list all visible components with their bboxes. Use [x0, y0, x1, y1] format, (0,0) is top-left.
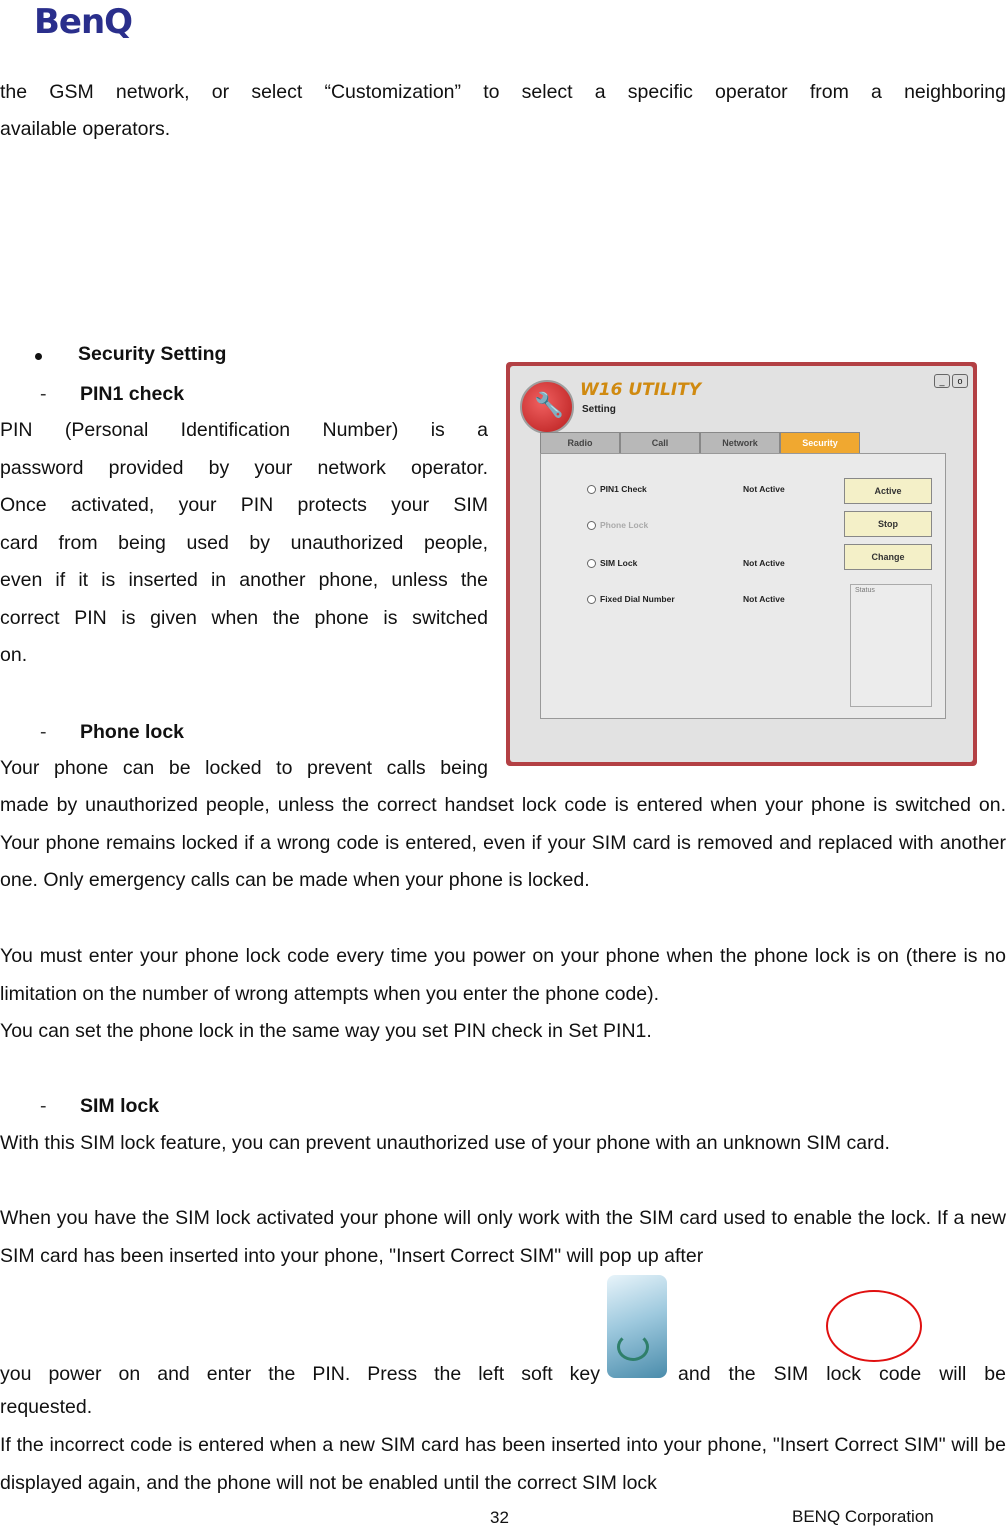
radio-icon[interactable]	[587, 595, 596, 604]
sim-lock-p4: If the incorrect code is entered when a new SIM card has been inserted into your phone, "Insert Correct SIM" will be displayed again, and the phone will not be enabled until the correct SIM lock	[0, 1434, 1006, 1494]
phone-lock-p2: You must enter your phone lock code every time you power on your phone when the phone lock is on (there is no limitation on the number of wrong attempts when you enter the phone code).	[0, 945, 1006, 1005]
phone-call-icon	[617, 1333, 649, 1361]
option-phone-lock[interactable]: Phone Lock	[587, 520, 648, 530]
wrench-icon: 🔧	[520, 380, 574, 434]
footer-company: BENQ Corporation	[792, 1507, 934, 1526]
security-panel	[540, 453, 946, 719]
dash-icon: -	[40, 1095, 47, 1117]
option-pin1-check[interactable]: PIN1 Check	[587, 484, 647, 494]
sim-lock-p3-before: you power on and enter the PIN. Press the left soft key	[0, 1363, 600, 1385]
status-label: Status	[855, 587, 875, 594]
radio-icon[interactable]	[587, 485, 596, 494]
pin1-line: Once activated, your PIN protects your SIM	[0, 494, 488, 516]
phone-lock-heading: Phone lock	[80, 721, 185, 743]
sim-lock-heading: SIM lock	[80, 1095, 160, 1117]
option-fixed-dial[interactable]: Fixed Dial Number	[587, 594, 675, 604]
pin1-line: correct PIN is given when the phone is switched	[0, 606, 488, 629]
active-button[interactable]: Active	[844, 478, 932, 504]
tab-radio[interactable]: Radio	[540, 432, 620, 454]
tab-network[interactable]: Network	[700, 432, 780, 454]
utility-title: W16 UTILITY	[580, 380, 702, 400]
intro-line-1: the GSM network, or select “Customization” to select a specific operator from a neighboring	[0, 81, 1006, 103]
status-fixed-dial: Not Active	[743, 594, 785, 604]
status-box	[850, 584, 932, 707]
pin1-line: even if it is inserted in another phone, unless the	[0, 569, 488, 591]
status-sim-lock: Not Active	[743, 558, 785, 568]
dash-icon: -	[40, 721, 47, 743]
radio-icon[interactable]	[587, 559, 596, 568]
dash-icon: -	[40, 383, 47, 405]
change-button[interactable]: Change	[844, 544, 932, 570]
tab-security[interactable]: Security	[780, 432, 860, 454]
stop-button[interactable]: Stop	[844, 511, 932, 537]
radio-icon[interactable]	[587, 521, 596, 530]
red-highlight-circle	[826, 1290, 922, 1362]
intro-line-2: available operators.	[0, 118, 171, 140]
security-setting-title: Security Setting	[78, 343, 227, 365]
sim-lock-p3-end: requested.	[0, 1396, 93, 1418]
pin1-line: password provided by your network operator.	[0, 456, 488, 479]
pin1-line: card from being used by unauthorized people,	[0, 531, 488, 554]
pin1-line: PIN (Personal Identification Number) is a	[0, 419, 488, 441]
pin1-check-heading: PIN1 check	[80, 383, 185, 405]
left-soft-key-image	[607, 1275, 667, 1378]
close-icon[interactable]: o	[952, 374, 968, 388]
tab-call[interactable]: Call	[620, 432, 700, 454]
status-pin1: Not Active	[743, 484, 785, 494]
pin1-line: on.	[0, 644, 28, 666]
sim-lock-p2: When you have the SIM lock activated your phone will only work with the SIM card used to enable the lock. If a new SIM card has been inserted into your phone, "Insert Correct SIM" will pop up after	[0, 1207, 1006, 1267]
page-number: 32	[490, 1508, 509, 1527]
utility-window-screenshot	[506, 362, 977, 766]
bullet-icon	[35, 353, 42, 360]
option-sim-lock[interactable]: SIM Lock	[587, 558, 637, 568]
phone-lock-first-line: Your phone can be locked to prevent calls being	[0, 757, 488, 779]
benq-logo: BenQ	[34, 2, 133, 42]
phone-lock-p3: You can set the phone lock in the same way you set PIN check in Set PIN1.	[0, 1020, 652, 1042]
minimize-icon[interactable]: _	[934, 374, 950, 388]
phone-lock-body: made by unauthorized people, unless the correct handset lock code is entered when your phone is switched on. Your phone remains locked if a wrong code is entered, even if your SIM card is removed and replaced with another one. Only emergency calls can be made when your phone is locked.	[0, 794, 1006, 891]
sim-lock-p1: With this SIM lock feature, you can prevent unauthorized use of your phone with an unknown SIM card.	[0, 1132, 890, 1154]
sim-lock-p3-after: and the SIM lock code will be	[678, 1363, 1006, 1385]
pin1-description	[0, 412, 488, 675]
utility-subtitle: Setting	[582, 404, 616, 415]
